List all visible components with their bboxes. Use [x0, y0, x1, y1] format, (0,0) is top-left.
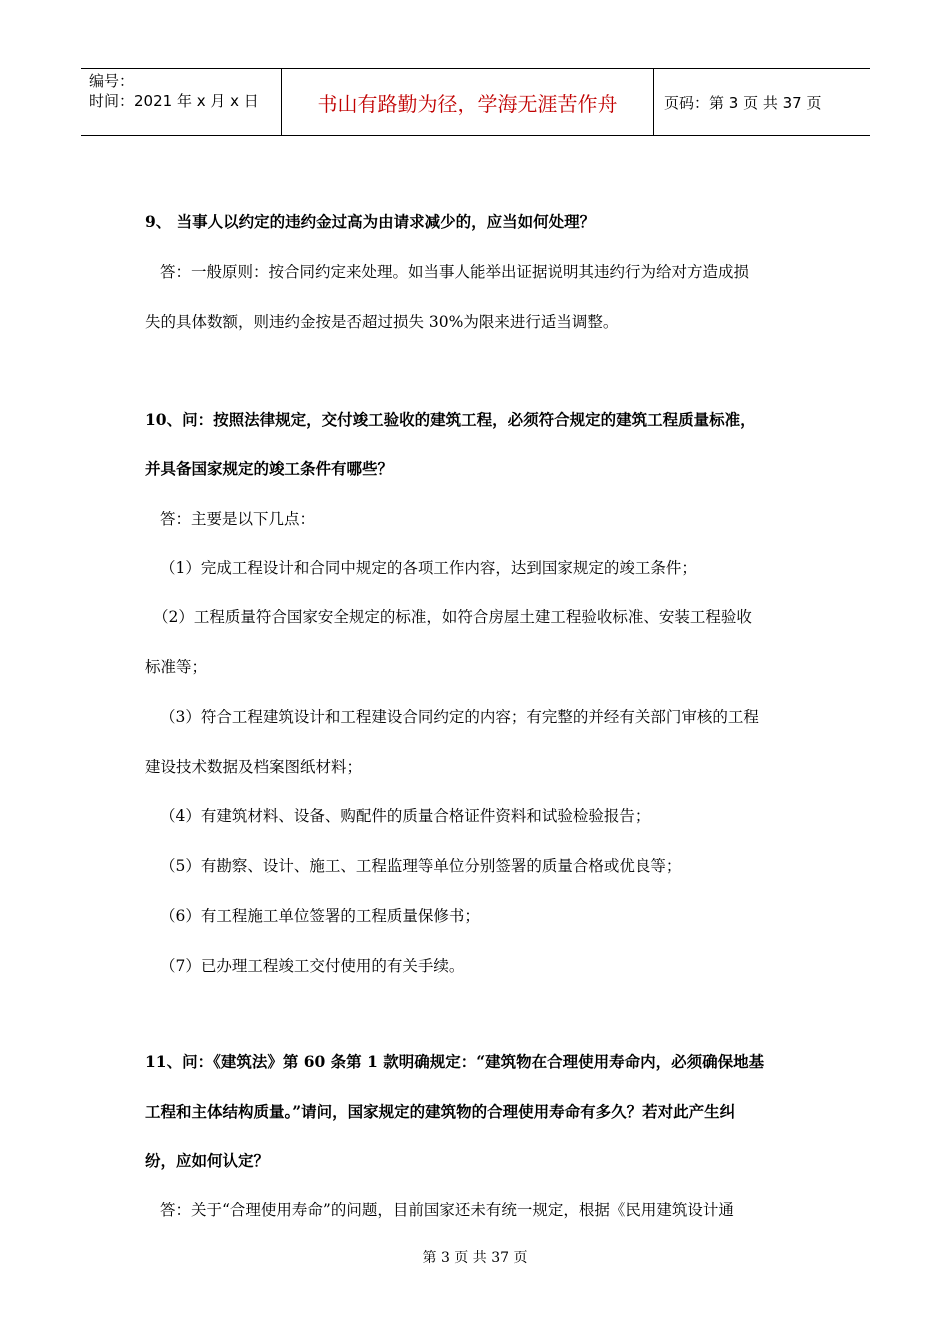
question-10-item-3-line-1: （3）符合工程建筑设计和工程建设合同约定的内容；有完整的并经有关部门审核的工程	[160, 708, 759, 726]
question-10-item-2-line-1: （2）工程质量符合国家安全规定的标准，如符合房屋土建工程验收标准、安装工程验收	[153, 608, 752, 626]
serial-number-label: 编号：	[89, 72, 135, 90]
question-10-item-2-line-2: 标准等；	[145, 658, 208, 676]
question-10-item-1: （1）完成工程设计和合同中规定的各项工作内容，达到国家规定的竣工条件；	[160, 559, 697, 577]
question-11-title-line-3: 纷，应如何认定？	[145, 1151, 270, 1170]
question-10-item-3-line-2: 建设技术数据及档案图纸材料；	[145, 758, 363, 776]
date-line: 时间：2021 年 x 月 x 日	[89, 92, 259, 110]
page-footer: 第 3 页 共 37 页	[422, 1250, 528, 1266]
question-10-item-6: （6）有工程施工单位签署的工程质量保修书；	[160, 907, 480, 925]
question-10-title-line-2: 并具备国家规定的竣工条件有哪些？	[145, 459, 394, 478]
page-header	[81, 68, 870, 136]
question-9-answer-line-2: 失的具体数额，则违约金按是否超过损失 30%为限来进行适当调整。	[145, 313, 619, 331]
header-page-info: 页码：第 3 页 共 37 页	[664, 93, 822, 112]
question-11-title-line-2: 工程和主体结构质量。”请问，国家规定的建筑物的合理使用寿命有多久？若对此产生纠	[145, 1102, 736, 1121]
question-9-title: 9、 当事人以约定的违约金过高为由请求减少的，应当如何处理？	[145, 212, 596, 231]
question-10-item-5: （5）有勘察、设计、施工、工程监理等单位分别签署的质量合格或优良等；	[160, 857, 682, 875]
question-10-answer-intro: 答：主要是以下几点：	[160, 510, 316, 528]
header-motto: 书山有路勤为径，学海无涯苦作舟	[281, 69, 654, 135]
question-10-item-4: （4）有建筑材料、设备、购配件的质量合格证件资料和试验检验报告；	[160, 807, 651, 825]
header-meta	[81, 69, 281, 135]
question-10-title-line-1: 10、问：按照法律规定，交付竣工验收的建筑工程，必须符合规定的建筑工程质量标准，	[145, 410, 756, 429]
question-11-title-line-1: 11、问：《建筑法》第 60 条第 1 款明确规定：“建筑物在合理使用寿命内，必须确保地基	[145, 1052, 765, 1071]
question-9-answer-line-1: 答：一般原则：按合同约定来处理。如当事人能举出证据说明其违约行为给对方造成损	[160, 263, 750, 281]
question-11-answer-line-1: 答：关于“合理使用寿命”的问题，目前国家还未有统一规定，根据《民用建筑设计通	[160, 1201, 734, 1219]
question-10-item-7: （7）已办理工程竣工交付使用的有关手续。	[160, 957, 465, 975]
